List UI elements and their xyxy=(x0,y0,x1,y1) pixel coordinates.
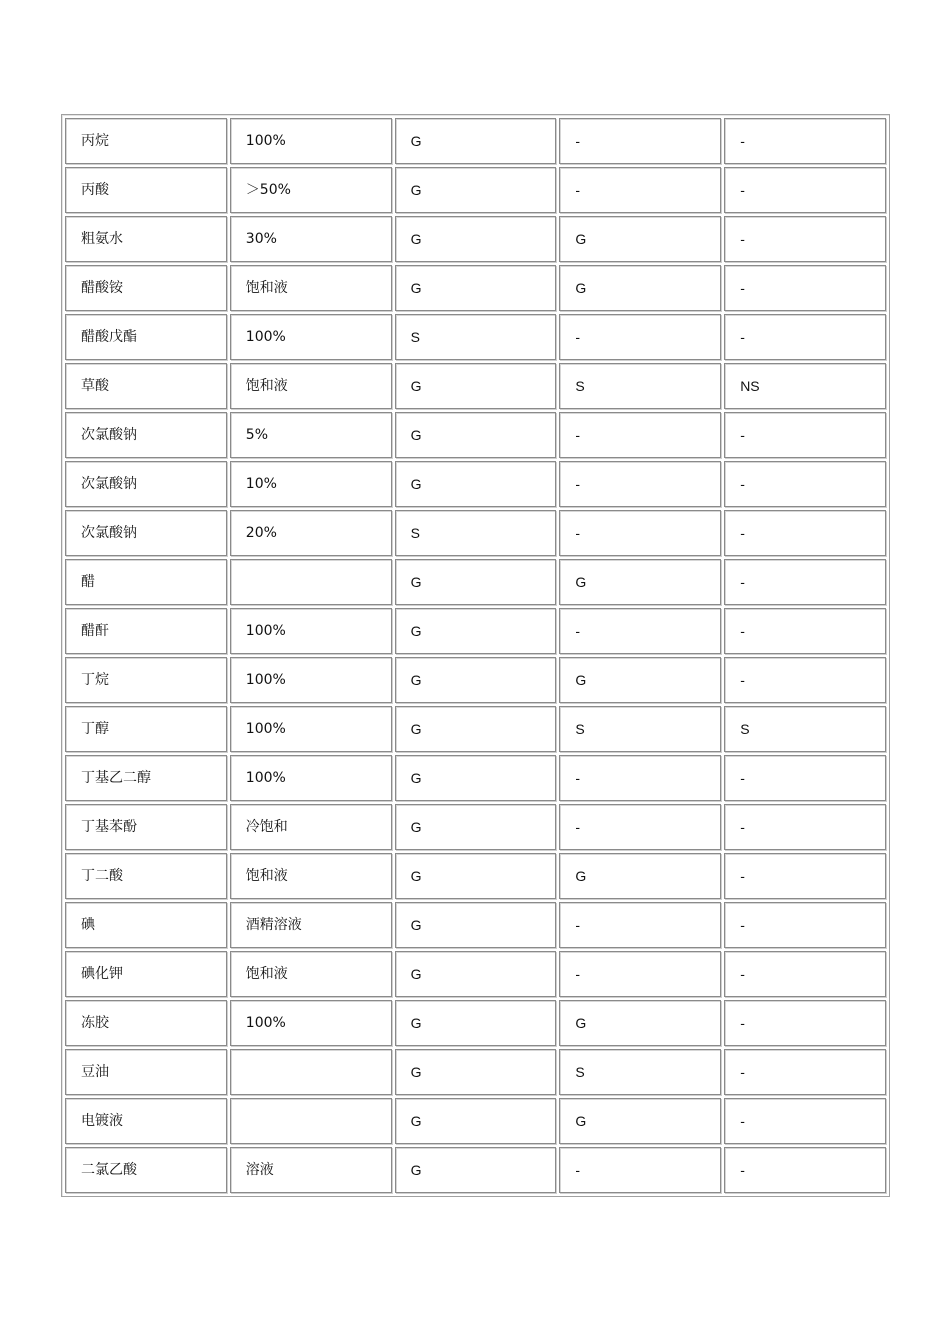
resistance-rating-cell: - xyxy=(559,951,721,997)
table-row xyxy=(65,412,886,458)
resistance-rating-cell: - xyxy=(724,265,886,311)
resistance-rating-cell: G xyxy=(395,265,557,311)
table-row xyxy=(65,118,886,164)
concentration-cell: 100% xyxy=(230,657,392,703)
concentration-cell: 10% xyxy=(230,461,392,507)
chemical-name-cell: 冻胶 xyxy=(65,1000,227,1046)
chemical-name-cell: 次氯酸钠 xyxy=(65,461,227,507)
resistance-rating-cell: G xyxy=(395,902,557,948)
table-row xyxy=(65,461,886,507)
concentration-cell: 100% xyxy=(230,314,392,360)
resistance-rating-cell: - xyxy=(724,804,886,850)
chemical-name-cell: 丁二酸 xyxy=(65,853,227,899)
resistance-rating-cell: - xyxy=(559,314,721,360)
chemical-name-cell: 次氯酸钠 xyxy=(65,510,227,556)
concentration-cell: 酒精溶液 xyxy=(230,902,392,948)
concentration-cell: 5% xyxy=(230,412,392,458)
concentration-cell: 20% xyxy=(230,510,392,556)
table-row xyxy=(65,1147,886,1193)
resistance-rating-cell: - xyxy=(559,118,721,164)
table-row xyxy=(65,216,886,262)
chemical-name-cell: 丙烷 xyxy=(65,118,227,164)
chemical-name-cell: 丙酸 xyxy=(65,167,227,213)
resistance-rating-cell: G xyxy=(559,1000,721,1046)
resistance-rating-cell: S xyxy=(559,706,721,752)
table-row xyxy=(65,1098,886,1144)
resistance-rating-cell: - xyxy=(559,461,721,507)
concentration-cell xyxy=(230,1049,392,1095)
table-row xyxy=(65,804,886,850)
resistance-rating-cell: S xyxy=(395,510,557,556)
resistance-rating-cell: - xyxy=(724,1049,886,1095)
resistance-rating-cell: G xyxy=(395,951,557,997)
concentration-cell: 饱和液 xyxy=(230,853,392,899)
resistance-rating-cell: G xyxy=(395,1049,557,1095)
concentration-cell: 饱和液 xyxy=(230,363,392,409)
concentration-cell: 100% xyxy=(230,755,392,801)
resistance-rating-cell: - xyxy=(724,608,886,654)
resistance-rating-cell: - xyxy=(559,167,721,213)
resistance-rating-cell: G xyxy=(559,657,721,703)
resistance-rating-cell: G xyxy=(395,804,557,850)
resistance-rating-cell: - xyxy=(724,1098,886,1144)
resistance-rating-cell: - xyxy=(724,853,886,899)
resistance-rating-cell: - xyxy=(559,1147,721,1193)
resistance-rating-cell: G xyxy=(395,1000,557,1046)
resistance-rating-cell: - xyxy=(724,755,886,801)
concentration-cell: 溶液 xyxy=(230,1147,392,1193)
resistance-rating-cell: - xyxy=(724,216,886,262)
resistance-rating-cell: - xyxy=(724,412,886,458)
table-row xyxy=(65,1000,886,1046)
table-body xyxy=(65,118,886,1193)
table-row xyxy=(65,167,886,213)
chemical-name-cell: 醋酐 xyxy=(65,608,227,654)
resistance-rating-cell: G xyxy=(395,1098,557,1144)
resistance-rating-cell: G xyxy=(395,657,557,703)
resistance-rating-cell: G xyxy=(559,853,721,899)
chemical-name-cell: 丁醇 xyxy=(65,706,227,752)
resistance-rating-cell: - xyxy=(724,951,886,997)
concentration-cell: ＞50% xyxy=(230,167,392,213)
resistance-rating-cell: G xyxy=(559,1098,721,1144)
table-row xyxy=(65,559,886,605)
chemical-name-cell: 丁基苯酚 xyxy=(65,804,227,850)
resistance-rating-cell: - xyxy=(559,902,721,948)
table-row xyxy=(65,755,886,801)
chemical-name-cell: 醋酸戊酯 xyxy=(65,314,227,360)
resistance-rating-cell: G xyxy=(559,216,721,262)
chemical-resistance-table xyxy=(61,114,890,1197)
resistance-rating-cell: - xyxy=(724,461,886,507)
resistance-rating-cell: G xyxy=(395,755,557,801)
resistance-rating-cell: G xyxy=(395,853,557,899)
chemical-name-cell: 醋酸铵 xyxy=(65,265,227,311)
chemical-name-cell: 丁基乙二醇 xyxy=(65,755,227,801)
resistance-rating-cell: G xyxy=(395,363,557,409)
resistance-rating-cell: G xyxy=(395,216,557,262)
resistance-rating-cell: G xyxy=(395,1147,557,1193)
table-row xyxy=(65,363,886,409)
resistance-rating-cell: - xyxy=(724,657,886,703)
chemical-name-cell: 碘 xyxy=(65,902,227,948)
resistance-rating-cell: G xyxy=(395,559,557,605)
concentration-cell: 饱和液 xyxy=(230,265,392,311)
resistance-rating-cell: G xyxy=(559,559,721,605)
concentration-cell xyxy=(230,559,392,605)
resistance-rating-cell: S xyxy=(724,706,886,752)
concentration-cell: 饱和液 xyxy=(230,951,392,997)
resistance-rating-cell: - xyxy=(724,118,886,164)
resistance-rating-cell: - xyxy=(724,559,886,605)
resistance-rating-cell: G xyxy=(395,706,557,752)
resistance-rating-cell: S xyxy=(395,314,557,360)
chemical-name-cell: 粗氨水 xyxy=(65,216,227,262)
resistance-rating-cell: - xyxy=(724,167,886,213)
resistance-rating-cell: NS xyxy=(724,363,886,409)
resistance-rating-cell: - xyxy=(559,608,721,654)
resistance-rating-cell: G xyxy=(395,608,557,654)
concentration-cell: 100% xyxy=(230,706,392,752)
concentration-cell xyxy=(230,1098,392,1144)
concentration-cell: 30% xyxy=(230,216,392,262)
concentration-cell: 100% xyxy=(230,608,392,654)
chemical-name-cell: 草酸 xyxy=(65,363,227,409)
chemical-name-cell: 碘化钾 xyxy=(65,951,227,997)
table-row xyxy=(65,1049,886,1095)
chemical-name-cell: 二氯乙酸 xyxy=(65,1147,227,1193)
resistance-rating-cell: - xyxy=(724,314,886,360)
table-row xyxy=(65,902,886,948)
resistance-rating-cell: - xyxy=(724,1000,886,1046)
table-row xyxy=(65,951,886,997)
chemical-name-cell: 豆油 xyxy=(65,1049,227,1095)
chemical-name-cell: 醋 xyxy=(65,559,227,605)
resistance-rating-cell: - xyxy=(559,412,721,458)
resistance-rating-cell: - xyxy=(559,510,721,556)
resistance-rating-cell: - xyxy=(559,804,721,850)
resistance-rating-cell: S xyxy=(559,363,721,409)
table-row xyxy=(65,314,886,360)
resistance-rating-cell: G xyxy=(395,461,557,507)
table-row xyxy=(65,657,886,703)
table-row xyxy=(65,706,886,752)
resistance-rating-cell: S xyxy=(559,1049,721,1095)
concentration-cell: 冷饱和 xyxy=(230,804,392,850)
resistance-rating-cell: - xyxy=(724,902,886,948)
table-row xyxy=(65,853,886,899)
resistance-rating-cell: G xyxy=(559,265,721,311)
chemical-name-cell: 次氯酸钠 xyxy=(65,412,227,458)
concentration-cell: 100% xyxy=(230,118,392,164)
resistance-rating-cell: - xyxy=(724,1147,886,1193)
chemical-name-cell: 丁烷 xyxy=(65,657,227,703)
resistance-rating-cell: - xyxy=(724,510,886,556)
resistance-rating-cell: G xyxy=(395,412,557,458)
chemical-name-cell: 电镀液 xyxy=(65,1098,227,1144)
resistance-rating-cell: G xyxy=(395,167,557,213)
resistance-rating-cell: - xyxy=(559,755,721,801)
table-row xyxy=(65,608,886,654)
table-row xyxy=(65,510,886,556)
table-row xyxy=(65,265,886,311)
resistance-rating-cell: G xyxy=(395,118,557,164)
concentration-cell: 100% xyxy=(230,1000,392,1046)
